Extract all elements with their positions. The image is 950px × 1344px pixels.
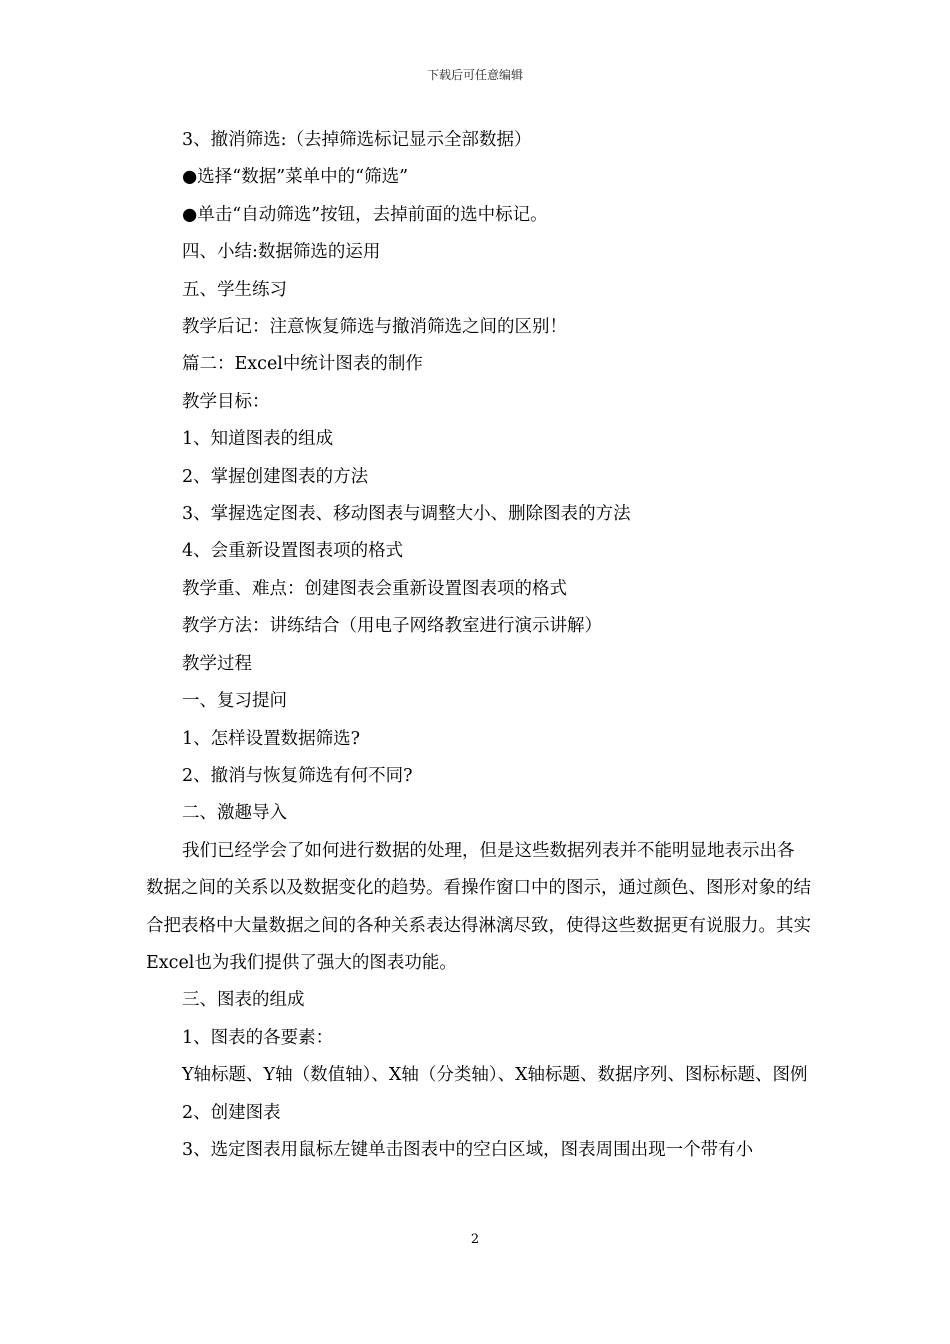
text-line: 教学重、难点：创建图表会重新设置图表项的格式: [182, 578, 567, 599]
section-heading: 三、图表的组成: [182, 990, 305, 1011]
section-heading: 二、激趣导入: [182, 803, 287, 824]
list-item: 2、创建图表: [182, 1102, 281, 1123]
page-number: 2: [470, 1232, 480, 1247]
section-heading: 五、学生练习: [182, 279, 287, 300]
list-item: 2、撤消与恢复筛选有何不同?: [182, 765, 413, 786]
text-line: 教学方法：讲练结合（用电子网络教室进行演示讲解）: [182, 616, 602, 637]
section-heading: 四、小结:数据筛选的运用: [182, 242, 381, 263]
chapter-title: 篇二：Excel中统计图表的制作: [182, 354, 423, 375]
text-line: 3、撤消筛选:（去掉筛选标记显示全部数据）: [182, 130, 532, 150]
page-header: 下载后可任意编辑: [426, 68, 523, 82]
paragraph: Y轴标题、Y轴（数值轴）、X轴（分类轴）、X轴标题、数据序列、图标标题、图例: [182, 1065, 808, 1086]
bullet-line: ●单击“自动筛选”按钮，去掉前面的选中标记。: [182, 204, 548, 225]
document-body: [146, 122, 811, 1169]
section-heading: 一、复习提问: [182, 691, 287, 712]
list-item: 3、选定图表用鼠标左键单击图表中的空白区域，图表周围出现一个带有小: [182, 1139, 754, 1160]
list-item: 1、知道图表的组成: [182, 429, 334, 450]
list-item: 1、怎样设置数据筛选?: [182, 728, 361, 749]
list-item: 2、掌握创建图表的方法: [182, 466, 369, 487]
text-line: 教学后记：注意恢复筛选与撤消筛选之间的区别！: [182, 317, 567, 338]
list-item: 4、会重新设置图表项的格式: [182, 541, 404, 562]
text-line: 教学过程: [182, 653, 252, 674]
text-line: 教学目标：: [182, 391, 270, 412]
list-item: 3、掌握选定图表、移动图表与调整大小、删除图表的方法: [182, 504, 631, 525]
bullet-line: ●选择“数据”菜单中的“筛选”: [182, 167, 409, 188]
list-item: 1、图表的各要素：: [182, 1027, 334, 1048]
paragraph: 我们已经学会了如何进行数据的处理，但是这些数据列表并不能明显地表示出各数据之间的关系以及数据变化的趋势。看操作窗口中的图示，通过颜色、图形对象的结合把表格中大量数据之间的各种关系表达得淋漓尽致，使得这些数据更有说服力。其实Excel也为我们提供了强大的图表功能。: [146, 840, 811, 973]
